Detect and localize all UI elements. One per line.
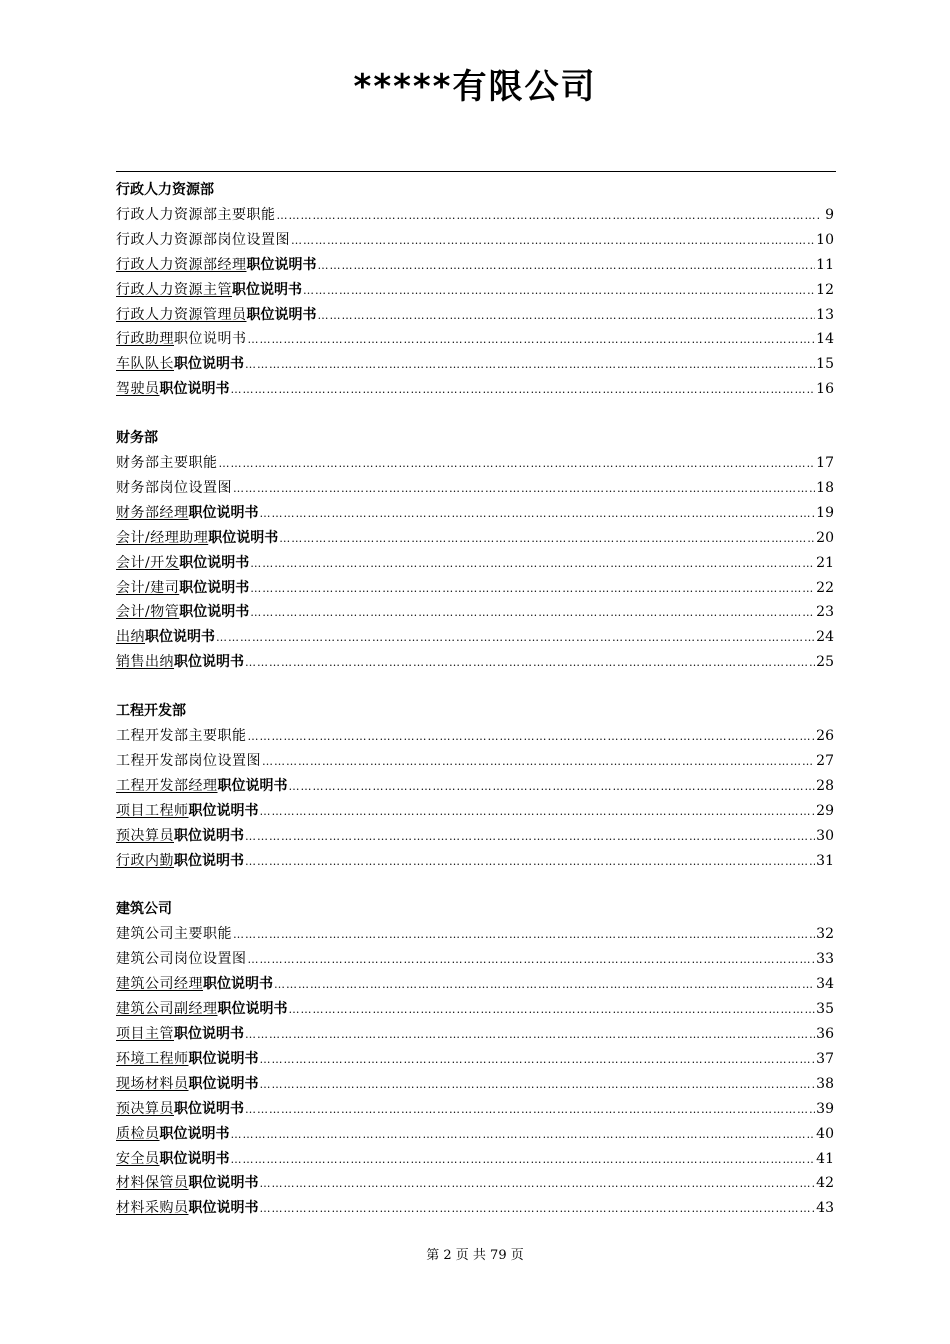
toc-entry-text: 建筑公司岗位设置图 <box>116 951 247 968</box>
toc-entry[interactable] <box>116 650 836 675</box>
toc-entry[interactable] <box>116 749 836 774</box>
toc-entry-link[interactable]: 建筑公司经理 <box>116 976 203 993</box>
toc-entry-link[interactable]: 现场材料员 <box>116 1075 189 1092</box>
section-heading: 建筑公司 <box>116 901 172 918</box>
toc-entry[interactable] <box>116 228 836 253</box>
toc-entry-link[interactable]: 销售出纳 <box>116 654 174 671</box>
toc-page-number: 40 <box>816 1125 834 1142</box>
toc-entry-link[interactable]: 车队队长 <box>116 356 174 373</box>
dot-leader <box>318 304 816 329</box>
toc-entry-suffix: 职位说明书 <box>145 629 215 646</box>
dot-leader <box>245 825 815 850</box>
toc-entry-link[interactable]: 财务部经理 <box>116 504 189 521</box>
toc-page-number: 25 <box>816 654 834 671</box>
toc-entry[interactable] <box>116 997 836 1022</box>
toc-entry[interactable] <box>116 972 836 997</box>
dot-leader <box>262 750 815 775</box>
toc-entry[interactable] <box>116 1022 836 1047</box>
toc-entry[interactable] <box>116 600 836 625</box>
toc-entry-link[interactable]: 项目主管 <box>116 1026 174 1043</box>
toc-entry[interactable] <box>116 476 836 501</box>
page-title: *****有限公司 <box>353 67 597 107</box>
section-heading: 行政人力资源部 <box>116 182 214 198</box>
toc-page-number: 42 <box>816 1175 834 1192</box>
toc-entry[interactable] <box>116 1147 836 1172</box>
toc-entry-suffix: 职位说明书 <box>188 1050 259 1067</box>
toc-entry-suffix: 职位说明书 <box>246 306 317 323</box>
toc-entry-link[interactable]: 材料保管员 <box>116 1175 189 1192</box>
toc-page-number: 39 <box>816 1100 834 1117</box>
table-of-contents <box>116 178 836 1245</box>
toc-entry-suffix: 职位说明书 <box>159 1125 230 1142</box>
dot-leader <box>219 452 816 477</box>
toc-entry-text: 财务部主要职能 <box>116 455 218 472</box>
toc-page-number: 15 <box>816 356 834 373</box>
toc-entry-link[interactable]: 行政人力资源管理员 <box>116 306 247 323</box>
toc-page-number: 16 <box>816 381 834 398</box>
dot-leader <box>260 502 816 527</box>
toc-entry-text: 工程开发部主要职能 <box>116 728 247 745</box>
dot-leader <box>274 973 815 998</box>
section-heading: 工程开发部 <box>116 703 186 720</box>
dot-leader <box>245 850 815 875</box>
dot-leader <box>260 1172 816 1197</box>
toc-entry-link[interactable]: 行政人力资源部经理 <box>116 256 247 273</box>
toc-entry-link[interactable]: 出纳 <box>116 629 145 646</box>
dot-leader <box>245 651 815 676</box>
toc-entry[interactable] <box>116 1122 836 1147</box>
toc-entry[interactable] <box>116 922 836 947</box>
toc-entry[interactable] <box>116 501 836 526</box>
toc-entry-suffix: 职位说明书 <box>203 976 273 993</box>
dot-leader <box>289 775 816 800</box>
toc-page-number: 30 <box>816 827 834 844</box>
dot-leader <box>231 1148 816 1173</box>
toc-page-number: 17 <box>816 455 834 472</box>
toc-entry-link[interactable]: 环境工程师 <box>116 1050 189 1067</box>
dot-leader <box>260 1048 816 1073</box>
toc-entry[interactable] <box>116 576 836 601</box>
toc-page-number: 13 <box>816 306 834 323</box>
toc-page-number: 19 <box>816 504 834 521</box>
dot-leader <box>245 1023 815 1048</box>
toc-page-number: 33 <box>816 951 834 968</box>
toc-entry-suffix: 职位说明书 <box>188 1175 259 1192</box>
dot-leader <box>260 1073 816 1098</box>
dot-leader <box>245 353 815 378</box>
toc-page-number: 18 <box>816 480 834 497</box>
dot-leader <box>250 601 815 626</box>
toc-entry[interactable] <box>116 824 836 849</box>
dot-leader <box>248 328 816 353</box>
toc-entry-link[interactable]: 预决算员 <box>116 1100 174 1117</box>
toc-page-number: 20 <box>816 529 834 546</box>
toc-entry[interactable] <box>116 303 836 328</box>
dot-leader <box>216 626 815 651</box>
dot-leader <box>260 1197 816 1222</box>
toc-section <box>116 699 836 873</box>
toc-entry-suffix: 职位说明书 <box>217 1001 288 1018</box>
toc-page-number: 21 <box>816 554 834 571</box>
toc-entry[interactable] <box>116 377 836 402</box>
toc-entry[interactable] <box>116 203 836 228</box>
toc-page-number: 28 <box>816 777 834 794</box>
dot-leader <box>248 725 816 750</box>
toc-page-number: 22 <box>816 579 834 596</box>
toc-entry[interactable] <box>116 799 836 824</box>
page-footer: 第 2 页 共 79 页 <box>426 1248 524 1263</box>
dot-leader <box>231 378 816 403</box>
dot-leader <box>289 998 816 1023</box>
toc-entry[interactable] <box>116 451 836 476</box>
toc-entry[interactable] <box>116 947 836 972</box>
toc-entry-suffix: 职位说明书 <box>174 827 244 844</box>
toc-entry-suffix: 职位说明书 <box>174 852 244 869</box>
toc-page-number: 12 <box>816 281 834 298</box>
toc-entry[interactable] <box>116 551 836 576</box>
toc-entry-link[interactable]: 驾驶员 <box>116 381 160 398</box>
toc-entry-suffix: 职位说明书 <box>246 256 317 273</box>
dot-leader <box>250 552 815 577</box>
toc-entry[interactable] <box>116 278 836 303</box>
dot-leader <box>233 477 815 502</box>
toc-entry[interactable] <box>116 1072 836 1097</box>
dot-leader <box>231 1123 816 1148</box>
toc-entry-link[interactable]: 会计/建司 <box>116 579 180 596</box>
toc-entry-suffix: 职位说明书 <box>208 529 279 546</box>
toc-page-number: 38 <box>816 1075 834 1092</box>
dot-leader <box>250 577 815 602</box>
toc-entry-suffix: 职位说明书 <box>174 654 244 671</box>
dot-leader <box>279 527 815 552</box>
toc-entry-suffix: 职位说明书 <box>179 579 250 596</box>
toc-entry-text: 工程开发部岗位设置图 <box>116 753 261 770</box>
toc-entry-text: 建筑公司主要职能 <box>116 926 232 943</box>
dot-leader <box>245 1098 815 1123</box>
toc-entry[interactable] <box>116 774 836 799</box>
toc-entry-suffix: 职位说明书 <box>232 281 302 298</box>
toc-entry-suffix: 职位说明书 <box>159 1150 230 1167</box>
toc-page-number: 36 <box>816 1026 834 1043</box>
dot-leader <box>291 229 815 254</box>
toc-entry[interactable] <box>116 849 836 874</box>
dot-leader <box>318 254 816 279</box>
toc-page-number: 14 <box>816 331 834 348</box>
toc-entry-suffix: 职位说明书 <box>174 356 244 373</box>
toc-entry[interactable] <box>116 327 836 352</box>
toc-entry-text: 行政人力资源部主要职能 <box>116 207 276 223</box>
toc-entry[interactable] <box>116 352 836 377</box>
toc-entry-text: 职位说明书 <box>174 331 247 348</box>
toc-page-number: 10 <box>816 231 834 248</box>
toc-entry-suffix: 职位说明书 <box>159 381 230 398</box>
toc-section <box>116 897 836 1221</box>
toc-entry[interactable] <box>116 625 836 650</box>
toc-entry-suffix: 职位说明书 <box>179 554 250 571</box>
toc-section <box>116 178 836 402</box>
dot-leader <box>233 923 815 948</box>
toc-page-number: 37 <box>816 1050 834 1067</box>
toc-entry-link[interactable]: 预决算员 <box>116 827 174 844</box>
toc-entry[interactable] <box>116 526 836 551</box>
toc-entry-text: 行政人力资源部岗位设置图 <box>116 231 290 248</box>
toc-entry[interactable] <box>116 724 836 749</box>
toc-page-number: 26 <box>816 728 834 745</box>
toc-entry-link[interactable]: 行政内勤 <box>116 852 174 869</box>
toc-entry-link[interactable]: 建筑公司副经理 <box>116 1001 218 1018</box>
toc-entry[interactable] <box>116 253 836 278</box>
toc-entry-link[interactable]: 材料采购员 <box>116 1200 189 1217</box>
toc-entry-link[interactable]: 会计/物管 <box>116 604 180 621</box>
dot-leader <box>303 279 815 304</box>
toc-entry-suffix: 职位说明书 <box>188 802 259 819</box>
toc-page-number: 32 <box>816 926 834 943</box>
toc-entry-link[interactable]: 会计/开发 <box>116 554 180 571</box>
dot-leader <box>248 948 816 973</box>
toc-entry-link[interactable]: 安全员 <box>116 1150 160 1167</box>
toc-page-number: 29 <box>816 802 834 819</box>
toc-page-number: 27 <box>816 753 834 770</box>
toc-entry-link[interactable]: 行政人力资源主管 <box>116 281 232 298</box>
toc-entry-link[interactable]: 质检员 <box>116 1125 160 1142</box>
toc-entry-suffix: 职位说明书 <box>217 777 288 794</box>
toc-entry-text: 财务部岗位设置图 <box>116 480 232 497</box>
title-divider <box>116 171 836 172</box>
toc-entry-suffix: 职位说明书 <box>179 604 250 621</box>
toc-entry[interactable] <box>116 1097 836 1122</box>
toc-entry-suffix: 职位说明书 <box>174 1026 244 1043</box>
toc-entry[interactable] <box>116 1196 836 1221</box>
toc-entry-link[interactable]: 项目工程师 <box>116 802 189 819</box>
toc-page-number: 9 <box>825 207 834 223</box>
toc-entry-suffix: 职位说明书 <box>188 504 259 521</box>
toc-entry-suffix: 职位说明书 <box>188 1200 259 1217</box>
toc-page-number: 11 <box>816 256 834 273</box>
toc-entry-link[interactable]: 工程开发部经理 <box>116 777 218 794</box>
toc-page-number: 35 <box>816 1001 834 1018</box>
dot-leader <box>277 204 820 229</box>
toc-page-number: 31 <box>816 852 834 869</box>
dot-leader <box>260 800 816 825</box>
section-heading: 财务部 <box>116 430 158 447</box>
toc-entry[interactable] <box>116 1171 836 1196</box>
toc-page-number: 43 <box>816 1200 834 1217</box>
toc-page-number: 24 <box>816 629 834 646</box>
toc-entry-suffix: 职位说明书 <box>174 1100 244 1117</box>
toc-page-number: 34 <box>816 976 834 993</box>
toc-entry-link[interactable]: 会计/经理助理 <box>116 529 209 546</box>
toc-entry-suffix: 职位说明书 <box>188 1075 259 1092</box>
toc-section <box>116 426 836 675</box>
toc-page-number: 41 <box>816 1150 834 1167</box>
toc-page-number: 23 <box>816 604 834 621</box>
toc-entry[interactable] <box>116 1047 836 1072</box>
toc-entry-link[interactable]: 行政助理 <box>116 331 174 348</box>
